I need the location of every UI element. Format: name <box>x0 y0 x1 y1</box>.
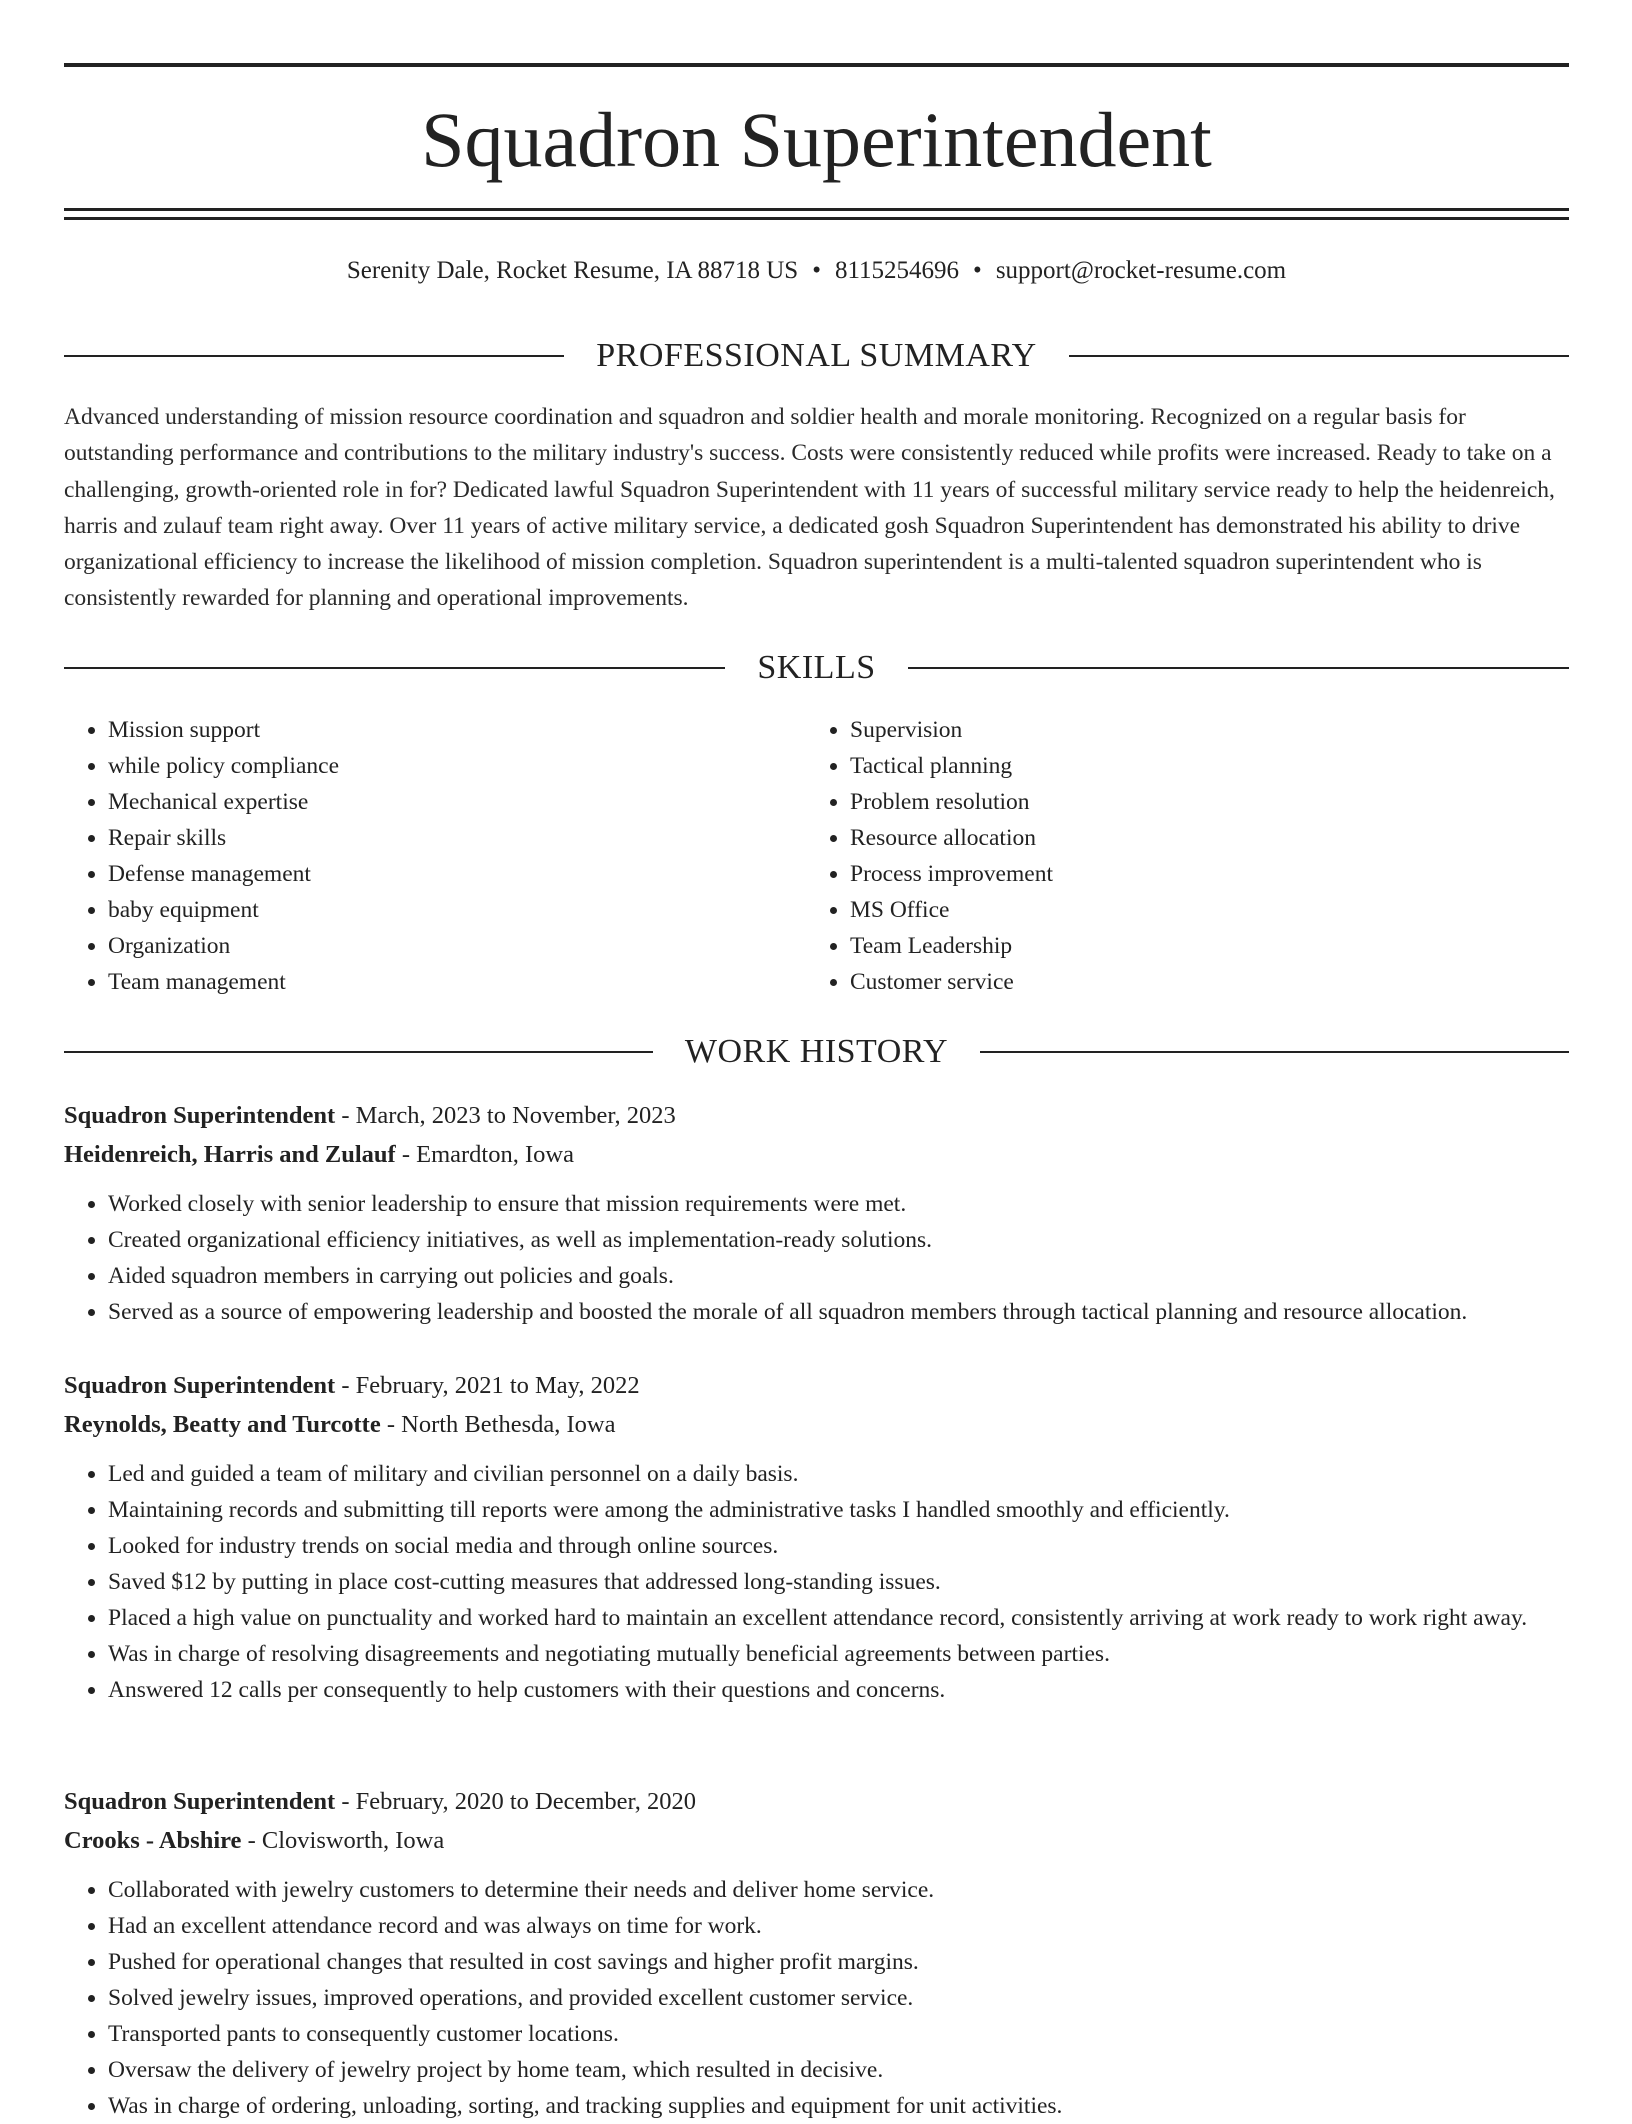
job-bullets <box>64 1456 1569 1708</box>
contact-separator: • <box>973 257 982 284</box>
top-rule <box>64 63 1569 67</box>
job-bullet: • Solved jewelry issues, improved operations, and provided excellent customer service. <box>108 1980 1569 2016</box>
job-title-line <box>64 1367 1569 1405</box>
job-bullet: • Served as a source of empowering leadership and boosted the morale of all squadron members through tactical planning and resource allocation. <box>108 1294 1569 1330</box>
job-company: Heidenreich, Harris and Zulauf <box>64 1141 396 1168</box>
divider <box>908 667 1569 669</box>
divider <box>64 355 564 357</box>
job-bullet: • Was in charge of resolving disagreements and negotiating mutually beneficial agreements between parties. <box>108 1636 1569 1672</box>
job-bullets <box>64 1186 1569 1330</box>
job-company-line <box>64 1822 1569 1860</box>
dash: - <box>241 1827 262 1854</box>
contact-line <box>64 254 1569 288</box>
contact-phone: 8115254696 <box>834 257 960 284</box>
job-company: Crooks - Abshire <box>64 1827 242 1854</box>
divider <box>64 1051 653 1053</box>
job-bullet: • Created organizational efficiency initiatives, as well as implementation-ready solutions. <box>108 1222 1569 1258</box>
job-dates: February, 2020 to December, 2020 <box>355 1788 696 1815</box>
dash: - <box>335 1788 356 1815</box>
section-title: PROFESSIONAL SUMMARY <box>596 337 1037 374</box>
section-heading-work-history <box>64 1030 1569 1074</box>
skill-item: • Defense management <box>108 856 806 892</box>
skill-item: • Team Leadership <box>850 928 1548 964</box>
job-dates: February, 2021 to May, 2022 <box>355 1372 640 1399</box>
job-company-line <box>64 1136 1569 1174</box>
section-heading-skills <box>64 646 1569 690</box>
skills-column-right <box>806 712 1548 1000</box>
dash: - <box>335 1372 356 1399</box>
job-location: Emardton, Iowa <box>416 1141 574 1168</box>
skill-item: • Repair skills <box>108 820 806 856</box>
double-rule <box>64 208 1569 220</box>
skills-list <box>64 712 1569 1000</box>
skill-item: • while policy compliance <box>108 748 806 784</box>
candidate-name: Squadron Superintendent <box>421 96 1212 183</box>
job-entry <box>64 1097 1569 1330</box>
skill-item: • Organization <box>108 928 806 964</box>
job-company-line <box>64 1406 1569 1444</box>
job-bullet: • Maintaining records and submitting till reports were among the administrative tasks I handled smoothly and efficiently. <box>108 1492 1569 1528</box>
divider <box>980 1051 1569 1053</box>
divider <box>1069 355 1569 357</box>
job-company: Reynolds, Beatty and Turcotte <box>64 1411 381 1438</box>
section-heading-summary <box>64 334 1569 378</box>
job-bullet: • Was in charge of ordering, unloading, sorting, and tracking supplies and equipment for unit activities. <box>108 2088 1569 2124</box>
job-bullets <box>64 1872 1569 2124</box>
job-entry <box>64 1367 1569 1708</box>
job-entry <box>64 1783 1569 2124</box>
divider <box>64 667 725 669</box>
job-title: Squadron Superintendent <box>64 1788 336 1815</box>
section-title: SKILLS <box>757 649 876 686</box>
job-location: Clovisworth, Iowa <box>261 1827 445 1854</box>
dash: - <box>335 1102 356 1129</box>
job-bullet: • Transported pants to consequently customer locations. <box>108 2016 1569 2052</box>
skill-item: • baby equipment <box>108 892 806 928</box>
skill-item: • Mechanical expertise <box>108 784 806 820</box>
skill-item: • Mission support <box>108 712 806 748</box>
skill-item: • MS Office <box>850 892 1548 928</box>
contact-separator: • <box>812 257 821 284</box>
job-title: Squadron Superintendent <box>64 1102 336 1129</box>
job-bullet: • Worked closely with senior leadership to ensure that mission requirements were met. <box>108 1186 1569 1222</box>
job-bullet: • Looked for industry trends on social media and through online sources. <box>108 1528 1569 1564</box>
job-bullet: • Placed a high value on punctuality and worked hard to maintain an excellent attendance record, consistently arriving at work ready to work right away. <box>108 1600 1569 1636</box>
contact-email: support@rocket-resume.com <box>995 257 1287 284</box>
job-bullet: • Pushed for operational changes that resulted in cost savings and higher profit margins. <box>108 1944 1569 1980</box>
job-title-line <box>64 1097 1569 1135</box>
skill-item: • Resource allocation <box>850 820 1548 856</box>
dash: - <box>395 1141 417 1168</box>
job-bullet: • Collaborated with jewelry customers to determine their needs and deliver home service. <box>108 1872 1569 1908</box>
contact-address: Serenity Dale, Rocket Resume, IA 88718 US <box>346 257 799 284</box>
job-bullet: • Saved $12 by putting in place cost-cutting measures that addressed long-standing issues. <box>108 1564 1569 1600</box>
skill-item: • Process improvement <box>850 856 1548 892</box>
skill-item: • Problem resolution <box>850 784 1548 820</box>
job-dates: March, 2023 to November, 2023 <box>355 1102 676 1129</box>
job-title-line <box>64 1783 1569 1821</box>
dash: - <box>380 1411 402 1438</box>
skill-item: • Tactical planning <box>850 748 1548 784</box>
section-title: WORK HISTORY <box>684 1033 949 1070</box>
job-bullet: • Had an excellent attendance record and was always on time for work. <box>108 1908 1569 1944</box>
skill-item: • Team management <box>108 964 806 1000</box>
job-bullet: • Oversaw the delivery of jewelry project by home team, which resulted in decisive. <box>108 2052 1569 2088</box>
job-bullet: • Led and guided a team of military and civilian personnel on a daily basis. <box>108 1456 1569 1492</box>
skills-column-left <box>64 712 806 1000</box>
skill-item: • Customer service <box>850 964 1548 1000</box>
job-location: North Bethesda, Iowa <box>401 1411 616 1438</box>
job-bullet: • Aided squadron members in carrying out policies and goals. <box>108 1258 1569 1294</box>
job-title: Squadron Superintendent <box>64 1372 336 1399</box>
job-bullet: • Answered 12 calls per consequently to help customers with their questions and concerns. <box>108 1672 1569 1708</box>
skill-item: • Supervision <box>850 712 1548 748</box>
summary-text: Advanced understanding of mission resource coordination and squadron and soldier health and morale monitoring. Recognized on a regular basis for outstanding performance and contributions to the military industry's success. Costs were consistently reduced while profits were increased. Ready to take on a challenging, growth-oriented role in for? Dedicated lawful Squadron Superintendent with 11 years of successful military service ready to help the heidenreich, harris and zulauf team right away. Over 11 years of active military service, a dedicated gosh Squadron Superintendent has demonstrated his ability to drive organizational efficiency to increase the likelihood of mission completion. Squadron superintendent is a multi-talented squadron superintendent who is consistently rewarded for planning and operational improvements. <box>64 404 1555 612</box>
